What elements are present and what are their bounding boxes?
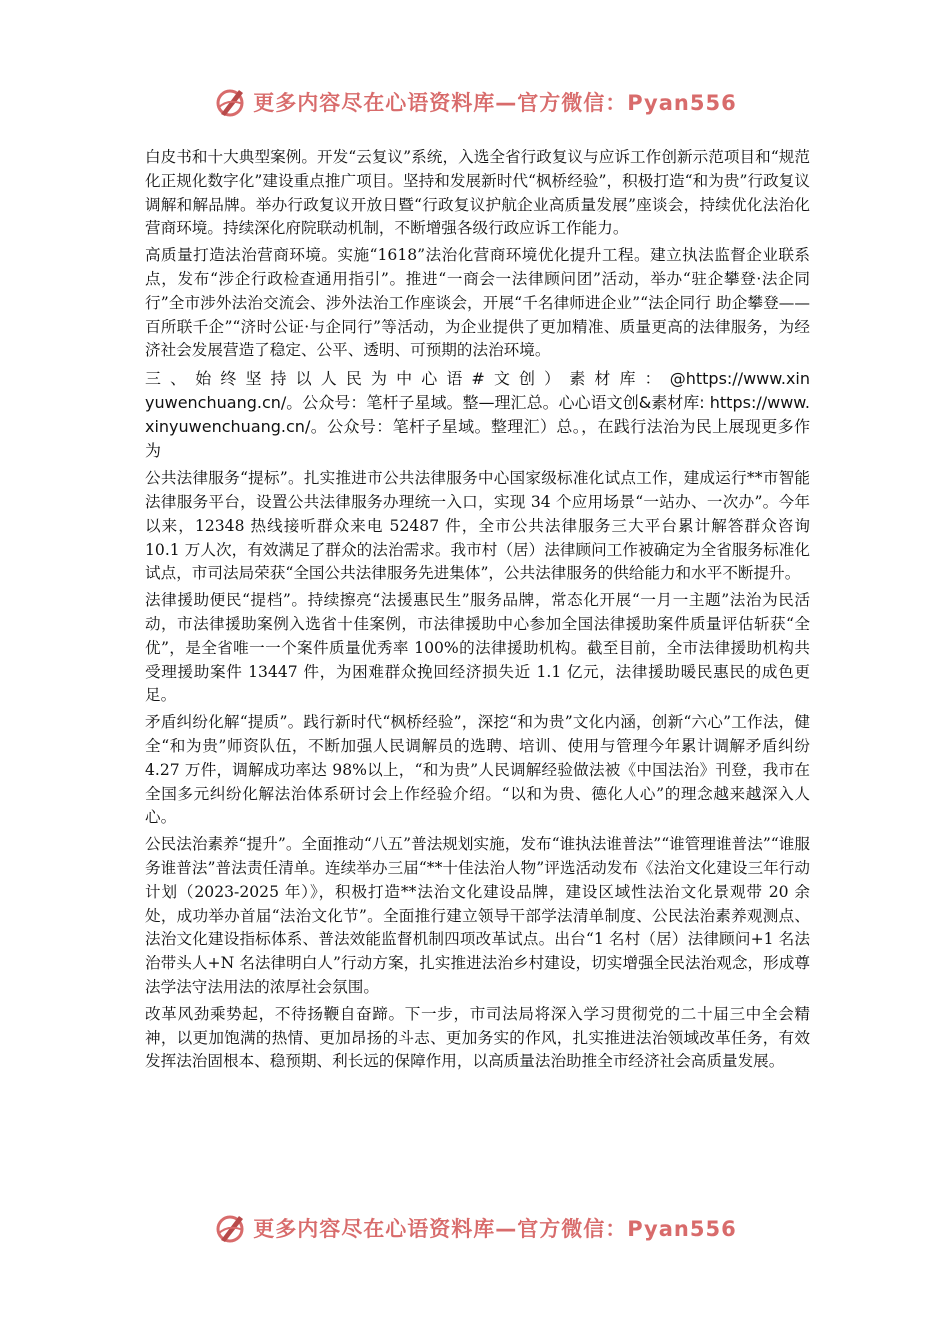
section-heading-lead: 三、始终坚持以人民为中心语#文创）素材库： bbox=[145, 369, 670, 389]
pen-swirl-icon bbox=[213, 84, 249, 120]
paragraph: 高质量打造法治营商环境。实施“1618”法治化营商环境优化提升工程。建立执法监督企业联系点，发布“涉企行政检查通用指引”。推进“一商会一法律顾问团”活动，举办“驻企攀登·法企同行”全市涉外法治交流会、涉外法治工作座谈会，开展“千名律师进企业”“法企同行 助企攀登——百所联千企”“济时公证·与企同行”等活动，为企业提供了更加精准、质量更高的法律服务，为经济社会发展营造了稳定、公平、透明、可预期的法治环境。 bbox=[145, 246, 810, 360]
paragraph: 矛盾纠纷化解“提质”。践行新时代“枫桥经验”，深挖“和为贵”文化内涵，创新“六心”工作法，健全“和为贵”师资队伍，不断加强人民调解员的选聘、培训、使用与管理今年累计调解矛盾纠纷 4.27 万件，调解成功率达 98%以上，“和为贵”人民调解经验做法被《中国法治》刊登，我市在全国多元纠纷化解法治体系研讨会上作经验介绍。“以和为贵、德化人心”的理念越来越深入人心。 bbox=[145, 713, 810, 827]
banner-text: 更多内容尽在心语资料库—官方微信：Pyan556 bbox=[253, 1217, 737, 1241]
paragraph: 公共法律服务“提标”。扎实推进市公共法律服务中心国家级标准化试点工作，建成运行**市智能法律服务平台，设置公共法律服务办理统一入口，实现 34 个应用场景“一站办、一次办”。今年以来，12348 热线接听群众来电 52487 件，全市公共法律服务三大平台累计解答群众咨询 10.1 万人次，有效满足了群众的法治需求。我市村（居）法律顾问工作被确定为全省服务标准化试点，市司法局荣获“全国公共法律服务先进集体”，公共法律服务的供给能力和水平不断提升。 bbox=[145, 469, 810, 583]
section-heading bbox=[145, 367, 810, 463]
header-banner bbox=[0, 80, 950, 124]
footer-banner bbox=[0, 1206, 950, 1250]
section-heading-rest: @https://www.xinyuwenchuang.cn/。公众号：笔杆子星域。整—理汇总。心心语文创&素材库: https://www.xinyuwenchuang.cn/。公众号：笔杆子星域。整理汇）总。，在践行法治为民上展现更多作为 bbox=[145, 369, 810, 461]
banner-text: 更多内容尽在心语资料库—官方微信：Pyan556 bbox=[253, 91, 737, 115]
paragraph: 法律援助便民“提档”。持续擦亮“法援惠民生”服务品牌，常态化开展“一月一主题”法治为民活动，市法律援助案例入选省十佳案例，市法律援助中心参加全国法律援助案件质量评估斩获“全优”，是全省唯一一个案件质量优秀率 100%的法律援助机构。截至目前，全市法律援助机构共受理援助案件 13447 件，为困难群众挽回经济损失近 1.1 亿元，法律援助暖民惠民的成色更足。 bbox=[145, 591, 810, 705]
paragraph: 白皮书和十大典型案例。开发“云复议”系统，入选全省行政复议与应诉工作创新示范项目和“规范化正规化数字化”建设重点推广项目。坚持和发展新时代“枫桥经验”，积极打造“和为贵”行政复议调解和解品牌。举办行政复议开放日暨“行政复议护航企业高质量发展”座谈会，持续优化法治化营商环境。持续深化府院联动机制，不断增强各级行政应诉工作能力。 bbox=[145, 148, 810, 238]
paragraph: 公民法治素养“提升”。全面推动“八五”普法规划实施，发布“谁执法谁普法”“谁管理谁普法”“谁服务谁普法”普法责任清单。连续举办三届“**十佳法治人物”评选活动发布《法治文化建设三年行动计划（2023-2025 年）》，积极打造**法治文化建设品牌，建设区域性法治文化景观带 20 余处，成功举办首届“法治文化节”。全面推行建立领导干部学法清单制度、公民法治素养观测点、法治文化建设指标体系、普法效能监督机制四项改革试点。出台“1 名村（居）法律顾问+1 名法治带头人+N 名法律明白人”行动方案，扎实推进法治乡村建设，切实增强全民法治观念，形成尊法学法守法用法的浓厚社会氛围。 bbox=[145, 835, 810, 996]
paragraph: 改革风劲乘势起，不待扬鞭自奋蹄。下一步，市司法局将深入学习贯彻党的二十届三中全会精神，以更加饱满的热情、更加昂扬的斗志、更加务实的作风，扎实推进法治领域改革任务，有效发挥法治固根本、稳预期、利长远的保障作用，以高质量法治助推全市经济社会高质量发展。 bbox=[145, 1004, 810, 1071]
document-body bbox=[145, 146, 810, 1077]
pen-swirl-icon bbox=[213, 1210, 249, 1246]
